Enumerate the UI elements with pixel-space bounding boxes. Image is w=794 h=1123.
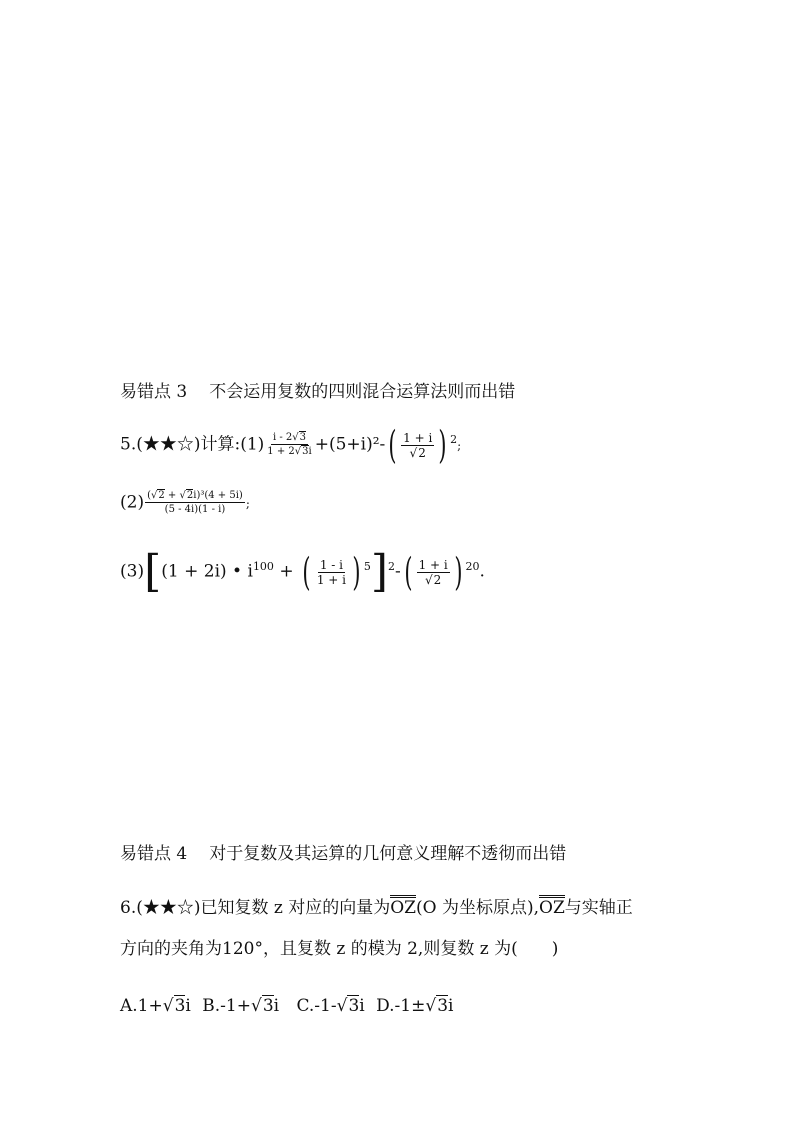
q5-part-3-label: (3) xyxy=(120,561,145,582)
section-4-title: 易错点 4 xyxy=(120,844,188,864)
question-6-line-1: 6.(★★☆)已知复数 z 对应的向量为OZ(O 为坐标原点),OZ与实轴正 xyxy=(120,896,633,920)
q5-fraction-2: $\frac{1 + i}{√2}$ xyxy=(403,430,433,460)
option-c: C.-1-√3i xyxy=(296,996,365,1016)
section-3-heading xyxy=(120,380,515,404)
q5-part-3-inner: (1 + 2i) • i xyxy=(161,561,253,582)
section-4-description: 对于复数及其运算的几何意义理解不透彻而出错 xyxy=(209,844,567,864)
q5-prefix: 5.(★★☆)计算:(1) xyxy=(120,434,265,455)
section-3-title: 易错点 3 xyxy=(120,382,188,402)
option-d: D.-1±√3i xyxy=(376,996,454,1016)
vector-oz: OZ xyxy=(390,895,416,918)
question-5-part-2: (2) $\frac{\text{(√2 + √2i)³(4 + 5i)}}{(5 - 4i)(1 - i)}$ ; xyxy=(120,490,250,515)
q5-part-3-fraction-2: $\frac{1 + i}{√2}$ xyxy=(418,557,448,587)
question-5-part-3: (3)[(1 + 2i) • $i^{100}$ + ( $\frac{1 - i}{1 + i}$ ) $^5$]$^2$-( $\frac{1 + i}{√2}$ ) $^{20}$. xyxy=(120,546,485,597)
section-4-heading xyxy=(120,842,566,866)
question-6-line-2: 方向的夹角为120°，且复数 z 的模为 2,则复数 z 为( ) xyxy=(120,939,559,959)
q5-part-3-fraction-1: $\frac{1 - i}{1 + i}$ xyxy=(316,557,346,587)
q5-part-2-label: (2) xyxy=(120,492,145,513)
option-a: A.1+√3i xyxy=(120,996,191,1016)
q5-part-2-fraction: $\frac{\text{(√2 + √2i)³(4 + 5i)}}{(5 - 4i)(1 - i)}$ xyxy=(147,490,243,515)
vector-oz-2: OZ xyxy=(539,895,565,918)
option-b: B.-1+√3i xyxy=(202,996,280,1016)
question-5-part-1: 5.(★★☆)计算:(1) $\frac{i - 2√3}{1 + 2√3i}$ +(5+i)²-( $\frac{1 + i}{√2}$ ) $^2$; xyxy=(120,423,462,467)
q5-exponent-1: 2 xyxy=(450,432,458,446)
question-6-options xyxy=(120,994,453,1018)
section-3-description: 不会运用复数的四则混合运算法则而出错 xyxy=(209,382,516,402)
q5-middle-terms: +(5+i)²- xyxy=(314,434,386,455)
q5-fraction-1: $\frac{i - 2√3}{1 + 2√3i}$ xyxy=(267,432,312,457)
